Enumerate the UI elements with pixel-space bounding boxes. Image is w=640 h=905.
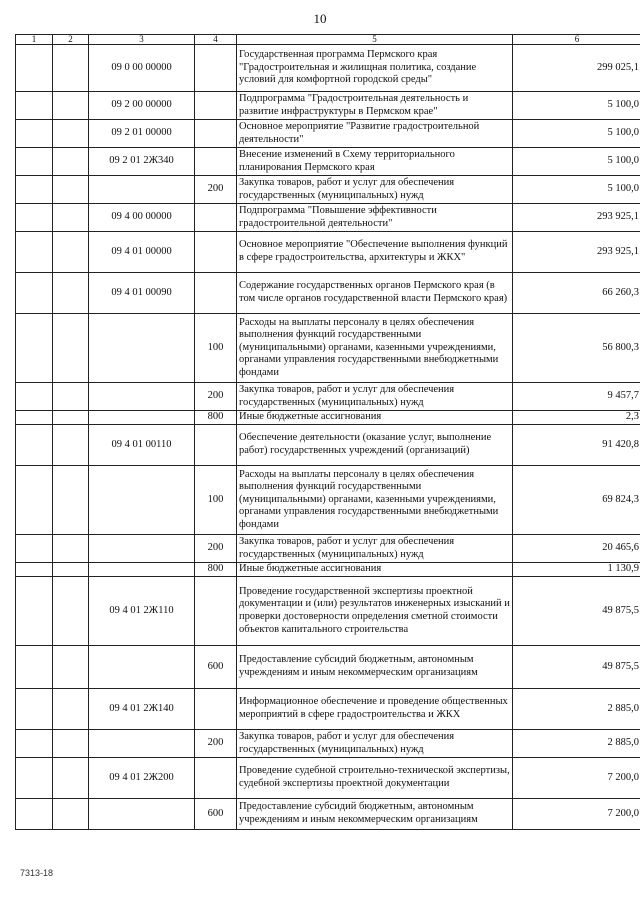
item-name: Закупка товаров, работ и услуг для обеспечения государственных (муниципальных) нужд: [237, 535, 513, 563]
cell-col1: [16, 411, 53, 425]
table-row: [16, 535, 640, 563]
expense-type-code: [195, 232, 237, 273]
expense-type-code: 100: [195, 466, 237, 535]
cell-col2: [53, 314, 89, 383]
amount: 66 260,3: [513, 273, 640, 314]
table-row: [16, 314, 640, 383]
cell-col1: [16, 383, 53, 411]
item-name: Иные бюджетные ассигнования: [237, 411, 513, 425]
item-name: Обеспечение деятельности (оказание услуг, выполнение работ) государственных учреждений (организаций): [237, 425, 513, 466]
amount: 49 875,5: [513, 646, 640, 689]
target-article-code: 09 2 00 00000: [89, 92, 195, 120]
amount: 299 025,1: [513, 45, 640, 92]
cell-col1: [16, 758, 53, 799]
cell-col1: [16, 45, 53, 92]
table-row: [16, 689, 640, 730]
expense-type-code: 200: [195, 176, 237, 204]
page-number: 10: [313, 11, 327, 26]
column-header-6: 6: [513, 35, 640, 45]
cell-col1: [16, 535, 53, 563]
amount: 20 465,6: [513, 535, 640, 563]
cell-col2: [53, 577, 89, 646]
column-header-2: 2: [53, 35, 89, 45]
table-row: [16, 92, 640, 120]
table-row: [16, 411, 640, 425]
expense-type-code: 600: [195, 646, 237, 689]
cell-col2: [53, 425, 89, 466]
item-name: Проведение государственной экспертизы проектной документации и (или) результатов инженерных изысканий и проверки достоверности определения сметной стоимости объектов капитального строительства: [237, 577, 513, 646]
cell-col2: [53, 232, 89, 273]
column-header-5: 5: [237, 35, 513, 45]
table-row: [16, 646, 640, 689]
item-name: Закупка товаров, работ и услуг для обеспечения государственных (муниципальных) нужд: [237, 730, 513, 758]
cell-col1: [16, 730, 53, 758]
target-article-code: 09 4 01 00110: [89, 425, 195, 466]
cell-col2: [53, 799, 89, 830]
expense-type-code: 800: [195, 563, 237, 577]
target-article-code: [89, 646, 195, 689]
cell-col1: [16, 577, 53, 646]
cell-col2: [53, 148, 89, 176]
item-name: Расходы на выплаты персоналу в целях обеспечения выполнения функций государственными (муниципальными) органами, казенными учреждениями, органами управления государственными внебюджетными фондами: [237, 314, 513, 383]
table-row: [16, 120, 640, 148]
amount: 9 457,7: [513, 383, 640, 411]
item-name: Закупка товаров, работ и услуг для обеспечения государственных (муниципальных) нужд: [237, 176, 513, 204]
table-row: [16, 148, 640, 176]
cell-col2: [53, 92, 89, 120]
table-row: [16, 577, 640, 646]
amount: 293 925,1: [513, 232, 640, 273]
target-article-code: 09 4 01 2Ж110: [89, 577, 195, 646]
cell-col2: [53, 730, 89, 758]
table-row: [16, 383, 640, 411]
expense-type-code: 800: [195, 411, 237, 425]
expense-type-code: [195, 425, 237, 466]
cell-col1: [16, 204, 53, 232]
table-header-row: [16, 35, 640, 45]
target-article-code: [89, 314, 195, 383]
expense-type-code: 200: [195, 383, 237, 411]
cell-col2: [53, 758, 89, 799]
item-name: Подпрограмма "Повышение эффективности градостроительной деятельности": [237, 204, 513, 232]
item-name: Государственная программа Пермского края "Градостроительная и жилищная политика, создание условий для комфортной городской среды": [237, 45, 513, 92]
expense-type-code: [195, 120, 237, 148]
table-row: [16, 176, 640, 204]
cell-col1: [16, 563, 53, 577]
target-article-code: 09 0 00 00000: [89, 45, 195, 92]
amount: 7 200,0: [513, 799, 640, 830]
table-row: [16, 799, 640, 830]
item-name: Информационное обеспечение и проведение общественных мероприятий в сфере градостроительства и ЖКХ: [237, 689, 513, 730]
cell-col1: [16, 799, 53, 830]
amount: 2,3: [513, 411, 640, 425]
expense-type-code: [195, 273, 237, 314]
item-name: Предоставление субсидий бюджетным, автономным учреждениям и иным некоммерческим организациям: [237, 799, 513, 830]
cell-col1: [16, 148, 53, 176]
amount: 5 100,0: [513, 120, 640, 148]
item-name: Предоставление субсидий бюджетным, автономным учреждениям и иным некоммерческим организациям: [237, 646, 513, 689]
cell-col2: [53, 535, 89, 563]
table-row: [16, 232, 640, 273]
target-article-code: 09 4 01 2Ж200: [89, 758, 195, 799]
cell-col1: [16, 314, 53, 383]
amount: 5 100,0: [513, 176, 640, 204]
table-row: [16, 730, 640, 758]
amount: 2 885,0: [513, 689, 640, 730]
item-name: Основное мероприятие "Развитие градостроительной деятельности": [237, 120, 513, 148]
table-row: [16, 466, 640, 535]
expense-type-code: 200: [195, 535, 237, 563]
cell-col1: [16, 120, 53, 148]
expense-type-code: [195, 577, 237, 646]
table-row: [16, 45, 640, 92]
expense-type-code: [195, 689, 237, 730]
cell-col2: [53, 45, 89, 92]
cell-col1: [16, 646, 53, 689]
cell-col1: [16, 425, 53, 466]
target-article-code: [89, 383, 195, 411]
target-article-code: 09 4 00 00000: [89, 204, 195, 232]
target-article-code: 09 4 01 00000: [89, 232, 195, 273]
item-name: Расходы на выплаты персоналу в целях обеспечения выполнения функций государственными (муниципальными) органами, казенными учреждениями, органами управления государственными внебюджетными фондами: [237, 466, 513, 535]
target-article-code: 09 4 01 00090: [89, 273, 195, 314]
table-row: [16, 273, 640, 314]
expense-type-code: [195, 45, 237, 92]
expense-type-code: 200: [195, 730, 237, 758]
document-code: 7313-18: [20, 868, 54, 878]
cell-col2: [53, 411, 89, 425]
amount: 69 824,3: [513, 466, 640, 535]
expense-type-code: 600: [195, 799, 237, 830]
cell-col2: [53, 120, 89, 148]
column-header-4: 4: [195, 35, 237, 45]
expense-type-code: 100: [195, 314, 237, 383]
cell-col2: [53, 204, 89, 232]
target-article-code: [89, 563, 195, 577]
amount: 2 885,0: [513, 730, 640, 758]
expense-type-code: [195, 758, 237, 799]
item-name: Иные бюджетные ассигнования: [237, 563, 513, 577]
amount: 1 130,9: [513, 563, 640, 577]
cell-col2: [53, 176, 89, 204]
cell-col2: [53, 646, 89, 689]
amount: 7 200,0: [513, 758, 640, 799]
cell-col2: [53, 563, 89, 577]
expense-type-code: [195, 92, 237, 120]
item-name: Содержание государственных органов Пермского края (в том числе органов государственной власти Пермского края): [237, 273, 513, 314]
column-header-3: 3: [89, 35, 195, 45]
target-article-code: [89, 730, 195, 758]
cell-col1: [16, 689, 53, 730]
cell-col1: [16, 273, 53, 314]
cell-col2: [53, 466, 89, 535]
target-article-code: [89, 176, 195, 204]
item-name: Проведение судебной строительно-технической экспертизы, судебной экспертизы проектной документации: [237, 758, 513, 799]
column-header-1: 1: [16, 35, 53, 45]
amount: 91 420,8: [513, 425, 640, 466]
amount: 5 100,0: [513, 92, 640, 120]
target-article-code: [89, 799, 195, 830]
target-article-code: 09 2 01 2Ж340: [89, 148, 195, 176]
amount: 293 925,1: [513, 204, 640, 232]
amount: 49 875,5: [513, 577, 640, 646]
cell-col1: [16, 232, 53, 273]
table-row: [16, 425, 640, 466]
cell-col2: [53, 383, 89, 411]
table-row: [16, 204, 640, 232]
expense-type-code: [195, 204, 237, 232]
cell-col2: [53, 273, 89, 314]
table-row: [16, 563, 640, 577]
cell-col2: [53, 689, 89, 730]
amount: 5 100,0: [513, 148, 640, 176]
target-article-code: 09 4 01 2Ж140: [89, 689, 195, 730]
target-article-code: [89, 466, 195, 535]
expense-type-code: [195, 148, 237, 176]
item-name: Основное мероприятие "Обеспечение выполнения функций в сфере градостроительства, архитектуры и ЖКХ": [237, 232, 513, 273]
cell-col1: [16, 92, 53, 120]
table-row: [16, 758, 640, 799]
item-name: Закупка товаров, работ и услуг для обеспечения государственных (муниципальных) нужд: [237, 383, 513, 411]
budget-table: [15, 34, 640, 830]
amount: 56 800,3: [513, 314, 640, 383]
target-article-code: [89, 411, 195, 425]
cell-col1: [16, 176, 53, 204]
cell-col1: [16, 466, 53, 535]
target-article-code: 09 2 01 00000: [89, 120, 195, 148]
target-article-code: [89, 535, 195, 563]
item-name: Подпрограмма "Градостроительная деятельность и развитие инфраструктуры в Пермском крае": [237, 92, 513, 120]
item-name: Внесение изменений в Схему территориального планирования Пермского края: [237, 148, 513, 176]
